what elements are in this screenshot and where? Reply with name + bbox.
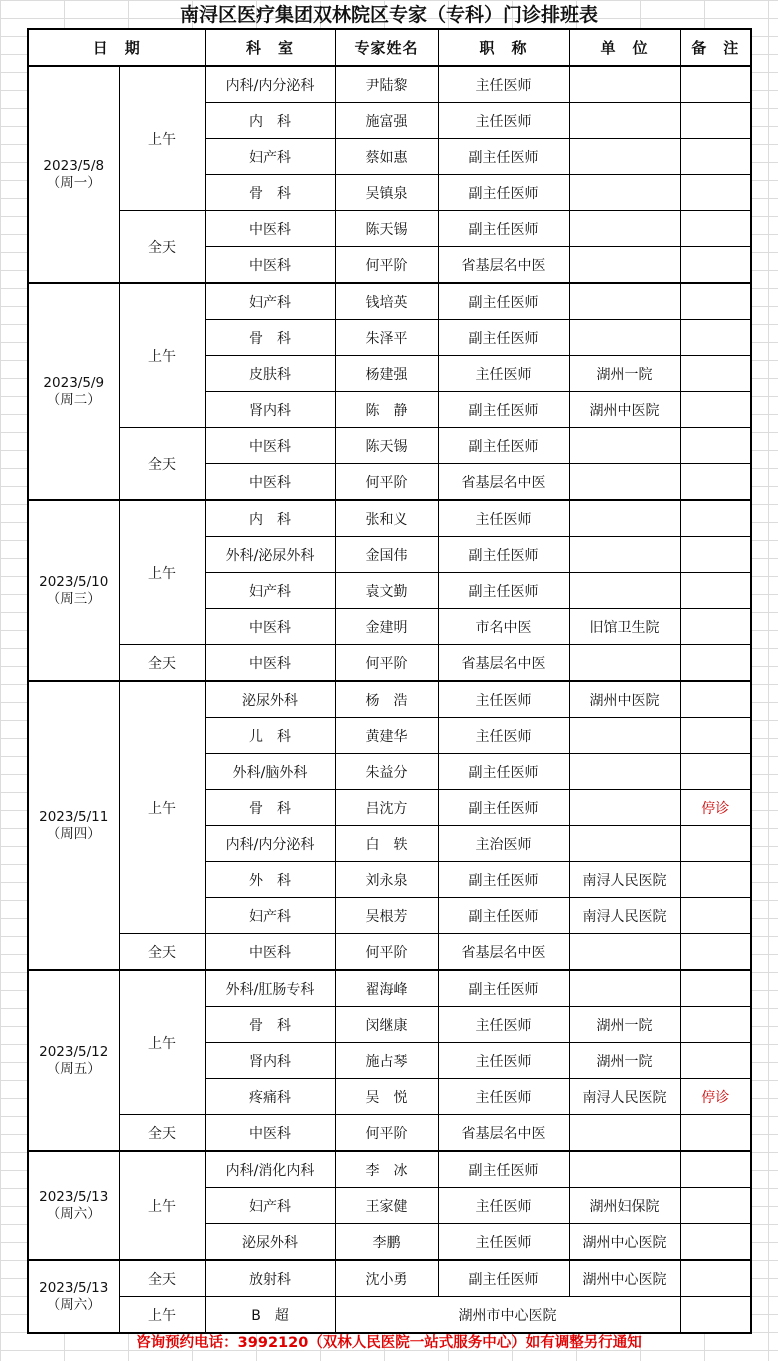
doctor-name-cell: 李鹏	[335, 1224, 438, 1261]
date-value: 2023/5/11	[39, 808, 109, 825]
doctor-name-cell: 施富强	[335, 103, 438, 139]
table-row	[28, 934, 751, 971]
dept-cell: 内科/内分泌科	[205, 66, 335, 103]
doctor-name-cell: 吴根芳	[335, 898, 438, 934]
doctor-title-cell: 副主任医师	[438, 428, 569, 464]
weekday-value: （周六）	[46, 1296, 101, 1313]
doctor-name-cell: 金建明	[335, 609, 438, 645]
note-cell	[680, 66, 751, 103]
unit-cell	[569, 645, 680, 682]
dept-cell: 内科/消化内科	[205, 1151, 335, 1188]
doctor-title-cell: 主任医师	[438, 1043, 569, 1079]
unit-cell: 南浔人民医院	[569, 862, 680, 898]
date-value: 2023/5/13	[39, 1279, 109, 1296]
doctor-title-cell: 主任医师	[438, 681, 569, 718]
doctor-title-cell: 副主任医师	[438, 970, 569, 1007]
note-cell	[680, 175, 751, 211]
unit-cell: 湖州中心医院	[569, 1224, 680, 1261]
date-cell	[28, 283, 119, 500]
unit-cell	[569, 537, 680, 573]
note-cell	[680, 681, 751, 718]
unit-cell	[569, 103, 680, 139]
doctor-title-cell: 省基层名中医	[438, 645, 569, 682]
doctor-title-cell: 主任医师	[438, 66, 569, 103]
doctor-name-cell: 何平阶	[335, 464, 438, 501]
date-cell	[28, 1260, 119, 1333]
dept-cell: 骨 科	[205, 790, 335, 826]
doctor-title-cell: 主任医师	[438, 103, 569, 139]
dept-cell: 外科/脑外科	[205, 754, 335, 790]
note-cell	[680, 934, 751, 971]
doctor-title-cell: 主任医师	[438, 1007, 569, 1043]
doctor-name-cell: 陈 静	[335, 392, 438, 428]
date-cell	[28, 66, 119, 283]
doctor-name-cell: 吕沈方	[335, 790, 438, 826]
dept-cell: 骨 科	[205, 320, 335, 356]
dept-cell: B 超	[205, 1297, 335, 1334]
unit-cell	[569, 934, 680, 971]
unit-cell: 湖州中心医院	[569, 1260, 680, 1297]
doctor-name-cell: 陈天锡	[335, 211, 438, 247]
note-cell: 停诊	[680, 1079, 751, 1115]
weekday-value: （周四）	[46, 825, 101, 842]
session-cell: 全天	[119, 211, 205, 284]
note-cell	[680, 1224, 751, 1261]
unit-cell	[569, 139, 680, 175]
doctor-title-cell: 主治医师	[438, 826, 569, 862]
note-cell	[680, 1151, 751, 1188]
unit-cell: 南浔人民医院	[569, 1079, 680, 1115]
doctor-name-cell: 蔡如惠	[335, 139, 438, 175]
dept-cell: 妇产科	[205, 283, 335, 320]
day-group	[28, 66, 751, 283]
dept-cell: 肾内科	[205, 392, 335, 428]
doctor-name-cell: 何平阶	[335, 1115, 438, 1152]
dept-cell: 骨 科	[205, 1007, 335, 1043]
unit-cell	[569, 1115, 680, 1152]
doctor-name-cell: 杨建强	[335, 356, 438, 392]
doctor-name-cell: 黄建华	[335, 718, 438, 754]
weekday-value: （周二）	[46, 391, 101, 408]
note-cell	[680, 573, 751, 609]
session-cell: 上午	[119, 283, 205, 428]
weekday-value: （周五）	[46, 1060, 101, 1077]
unit-cell	[569, 718, 680, 754]
session-cell: 上午	[119, 970, 205, 1115]
session-cell: 全天	[119, 645, 205, 682]
date-value: 2023/5/9	[43, 374, 105, 391]
dept-cell: 外 科	[205, 862, 335, 898]
doctor-title-cell: 副主任医师	[438, 320, 569, 356]
date-cell	[28, 500, 119, 681]
note-cell	[680, 862, 751, 898]
table-row	[28, 1151, 751, 1188]
day-group	[28, 1151, 751, 1260]
dept-cell: 妇产科	[205, 573, 335, 609]
dept-cell: 中医科	[205, 645, 335, 682]
doctor-name-cell: 杨 浩	[335, 681, 438, 718]
session-cell: 上午	[119, 1151, 205, 1260]
unit-cell	[569, 790, 680, 826]
dept-cell: 骨 科	[205, 175, 335, 211]
note-cell	[680, 1043, 751, 1079]
unit-cell	[569, 500, 680, 537]
doctor-name-cell: 尹陆黎	[335, 66, 438, 103]
unit-cell	[569, 464, 680, 501]
unit-cell: 湖州一院	[569, 1007, 680, 1043]
unit-cell: 旧馆卫生院	[569, 609, 680, 645]
day-group	[28, 970, 751, 1151]
unit-cell: 湖州中医院	[569, 392, 680, 428]
doctor-name-cell: 何平阶	[335, 247, 438, 284]
dept-cell: 内 科	[205, 500, 335, 537]
note-cell	[680, 211, 751, 247]
header-title: 职 称	[438, 29, 569, 66]
doctor-title-cell: 副主任医师	[438, 754, 569, 790]
doctor-name-cell: 钱培英	[335, 283, 438, 320]
note-cell	[680, 645, 751, 682]
note-cell	[680, 103, 751, 139]
note-cell	[680, 283, 751, 320]
doctor-title-cell: 副主任医师	[438, 1260, 569, 1297]
dept-cell: 内 科	[205, 103, 335, 139]
day-group	[28, 681, 751, 970]
doctor-name-cell: 朱益分	[335, 754, 438, 790]
table-row	[28, 1260, 751, 1297]
dept-cell: 妇产科	[205, 139, 335, 175]
doctor-name-cell: 李 冰	[335, 1151, 438, 1188]
date-cell	[28, 970, 119, 1151]
dept-cell: 中医科	[205, 934, 335, 971]
unit-cell	[569, 970, 680, 1007]
note-cell	[680, 609, 751, 645]
doctor-title-cell: 主任医师	[438, 1188, 569, 1224]
unit-cell	[569, 754, 680, 790]
doctor-name-cell: 袁文勤	[335, 573, 438, 609]
dept-cell: 外科/泌尿外科	[205, 537, 335, 573]
note-cell	[680, 356, 751, 392]
session-cell: 上午	[119, 1297, 205, 1334]
doctor-title-cell: 副主任医师	[438, 790, 569, 826]
unit-cell	[569, 1151, 680, 1188]
unit-cell: 湖州一院	[569, 356, 680, 392]
note-cell	[680, 139, 751, 175]
doctor-title-cell: 市名中医	[438, 609, 569, 645]
unit-cell: 南浔人民医院	[569, 898, 680, 934]
note-cell	[680, 247, 751, 284]
dept-cell: 儿 科	[205, 718, 335, 754]
doctor-title-cell: 副主任医师	[438, 283, 569, 320]
table-row	[28, 66, 751, 103]
table-header	[28, 29, 751, 66]
doctor-name-cell: 金国伟	[335, 537, 438, 573]
session-cell: 全天	[119, 934, 205, 971]
dept-cell: 中医科	[205, 428, 335, 464]
session-cell: 上午	[119, 66, 205, 211]
doctor-title-cell: 省基层名中医	[438, 934, 569, 971]
unit-cell	[569, 283, 680, 320]
session-cell: 上午	[119, 681, 205, 934]
day-group	[28, 283, 751, 500]
date-value: 2023/5/12	[39, 1043, 109, 1060]
day-group	[28, 500, 751, 681]
doctor-name-cell: 闵继康	[335, 1007, 438, 1043]
note-cell	[680, 1188, 751, 1224]
header-dept: 科 室	[205, 29, 335, 66]
table-row	[28, 428, 751, 464]
doctor-name-cell: 何平阶	[335, 645, 438, 682]
doctor-name-cell: 张和义	[335, 500, 438, 537]
doctor-title-cell: 主任医师	[438, 1224, 569, 1261]
note-cell	[680, 1115, 751, 1152]
doctor-title-cell: 副主任医师	[438, 537, 569, 573]
note-cell: 停诊	[680, 790, 751, 826]
page-title: 南浔区医疗集团双林院区专家（专科）门诊排班表	[179, 4, 598, 26]
weekday-value: （周三）	[46, 590, 101, 607]
note-cell	[680, 826, 751, 862]
doctor-title-cell: 副主任医师	[438, 862, 569, 898]
day-group	[28, 1260, 751, 1333]
doctor-name-cell: 王家健	[335, 1188, 438, 1224]
dept-cell: 中医科	[205, 464, 335, 501]
session-cell: 全天	[119, 428, 205, 501]
doctor-name-cell: 白 轶	[335, 826, 438, 862]
session-cell: 上午	[119, 500, 205, 645]
unit-cell: 湖州妇保院	[569, 1188, 680, 1224]
weekday-value: （周一）	[46, 174, 101, 191]
note-cell	[680, 718, 751, 754]
doctor-name-cell: 吴 悦	[335, 1079, 438, 1115]
doctor-title-cell: 主任医师	[438, 718, 569, 754]
doctor-name-cell: 施占琴	[335, 1043, 438, 1079]
dept-cell: 内科/内分泌科	[205, 826, 335, 862]
header-unit: 单 位	[569, 29, 680, 66]
dept-cell: 泌尿外科	[205, 681, 335, 718]
note-cell	[680, 898, 751, 934]
note-cell	[680, 500, 751, 537]
note-cell	[680, 754, 751, 790]
date-cell	[28, 681, 119, 970]
weekday-value: （周六）	[46, 1205, 101, 1222]
doctor-title-cell: 副主任医师	[438, 139, 569, 175]
doctor-title-cell: 副主任医师	[438, 211, 569, 247]
note-cell	[680, 1007, 751, 1043]
unit-cell	[569, 428, 680, 464]
dept-cell: 妇产科	[205, 1188, 335, 1224]
doctor-title-cell: 主任医师	[438, 1079, 569, 1115]
doctor-title-cell: 省基层名中医	[438, 1115, 569, 1152]
dept-cell: 中医科	[205, 609, 335, 645]
header-note: 备 注	[680, 29, 751, 66]
table-row	[28, 500, 751, 537]
note-cell	[680, 428, 751, 464]
doctor-name-cell: 翟海峰	[335, 970, 438, 1007]
footer-notice: 咨询预约电话：3992120（双林人民医院一站式服务中心）如有调整另行通知	[136, 1335, 642, 1351]
dept-cell: 泌尿外科	[205, 1224, 335, 1261]
dept-cell: 中医科	[205, 211, 335, 247]
date-value: 2023/5/10	[39, 573, 109, 590]
header-date: 日 期	[28, 29, 205, 66]
dept-cell: 中医科	[205, 1115, 335, 1152]
doctor-name-cell: 何平阶	[335, 934, 438, 971]
doctor-title-cell: 副主任医师	[438, 175, 569, 211]
date-value: 2023/5/13	[39, 1188, 109, 1205]
dept-cell: 皮肤科	[205, 356, 335, 392]
unit-cell	[569, 826, 680, 862]
table-row	[28, 681, 751, 718]
dept-cell: 中医科	[205, 247, 335, 284]
doctor-title-cell: 副主任医师	[438, 573, 569, 609]
doctor-name-cell: 吴镇泉	[335, 175, 438, 211]
date-cell	[28, 1151, 119, 1260]
session-cell: 全天	[119, 1260, 205, 1297]
dept-cell: 疼痛科	[205, 1079, 335, 1115]
note-cell	[680, 970, 751, 1007]
table-row	[28, 211, 751, 247]
dept-cell: 放射科	[205, 1260, 335, 1297]
unit-cell	[569, 247, 680, 284]
unit-cell	[569, 320, 680, 356]
note-cell	[680, 320, 751, 356]
doctor-name-cell: 沈小勇	[335, 1260, 438, 1297]
doctor-title-cell: 副主任医师	[438, 898, 569, 934]
schedule-table	[27, 28, 752, 1334]
unit-cell: 湖州一院	[569, 1043, 680, 1079]
table-row	[28, 645, 751, 682]
unit-cell	[569, 66, 680, 103]
dept-cell: 肾内科	[205, 1043, 335, 1079]
note-cell	[680, 392, 751, 428]
note-cell	[680, 464, 751, 501]
doctor-title-cell: 省基层名中医	[438, 247, 569, 284]
header-name: 专家姓名	[335, 29, 438, 66]
dept-cell: 妇产科	[205, 898, 335, 934]
doctor-title-cell: 主任医师	[438, 500, 569, 537]
unit-cell: 湖州中医院	[569, 681, 680, 718]
merged-info-cell: 湖州市中心医院	[335, 1297, 680, 1334]
date-value: 2023/5/8	[43, 157, 105, 174]
doctor-name-cell: 朱泽平	[335, 320, 438, 356]
table-row	[28, 970, 751, 1007]
note-cell	[680, 537, 751, 573]
unit-cell	[569, 211, 680, 247]
unit-cell	[569, 573, 680, 609]
note-cell	[680, 1260, 751, 1297]
dept-cell: 外科/肛肠专科	[205, 970, 335, 1007]
doctor-title-cell: 副主任医师	[438, 392, 569, 428]
doctor-title-cell: 省基层名中医	[438, 464, 569, 501]
doctor-title-cell: 主任医师	[438, 356, 569, 392]
doctor-name-cell: 陈天锡	[335, 428, 438, 464]
unit-cell	[569, 175, 680, 211]
table-row	[28, 283, 751, 320]
session-cell: 全天	[119, 1115, 205, 1152]
doctor-title-cell: 副主任医师	[438, 1151, 569, 1188]
table-row	[28, 1115, 751, 1152]
doctor-name-cell: 刘永泉	[335, 862, 438, 898]
